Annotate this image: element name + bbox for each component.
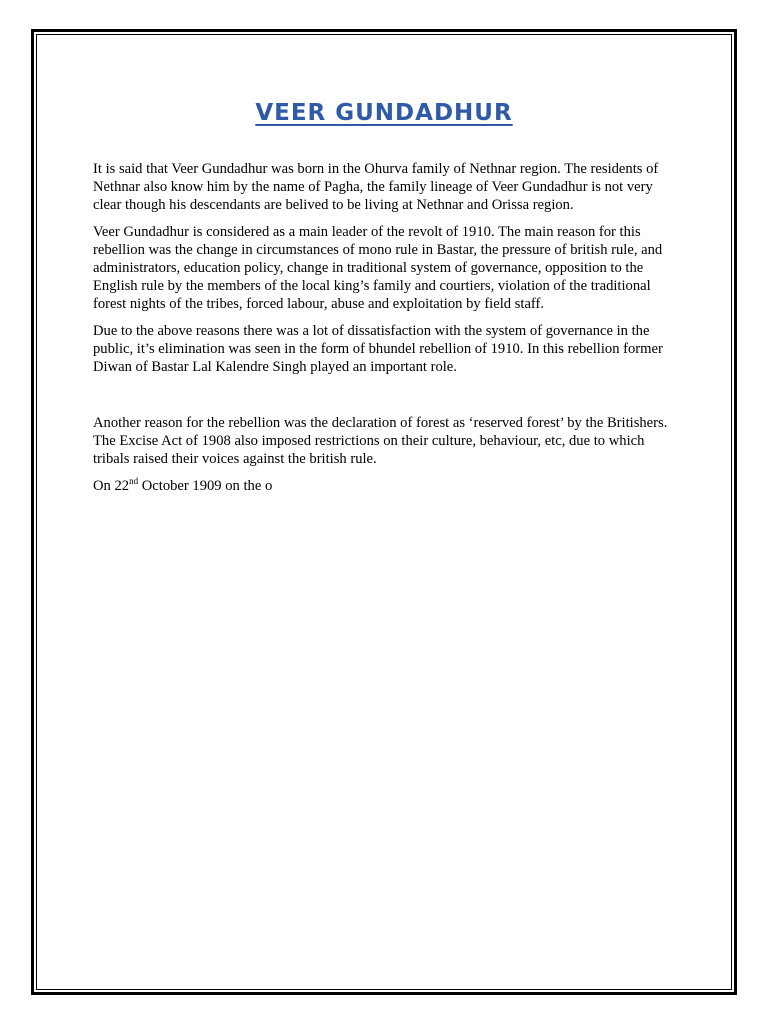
paragraph-revolt-leader: Veer Gundadhur is considered as a main leader of the revolt of 1910. The main reason for this rebellion was the change in circumstances of mono rule in Bastar, the pressure of british rule, and administrators, education policy, change in traditional system of governance, opposition to the English rule by the members of the local king’s family and courtiers, violation of the traditional forest nights of the tribes, forced labour, abuse and exploitation by field staff. [93, 224, 663, 312]
date-line-ordinal: nd [129, 476, 139, 487]
paragraph-birth: It is said that Veer Gundadhur was born in the Ohurva family of Nethnar region. The residents of Nethnar also know him by the name of Pagha, the family lineage of Veer Gundadhur is not very clear though his descendants are belived to be living at Nethnar and Orissa region. [93, 161, 659, 213]
document-body [93, 160, 683, 504]
document-title: VEER GUNDADHUR [255, 100, 513, 126]
paragraph-reserved-forest: Another reason for the rebellion was the declaration of forest as ‘reserved forest’ by the Britishers. The Excise Act of 1908 also imposed restrictions on their culture, behaviour, etc, due to which tribals raised their voices against the british rule. [93, 415, 668, 467]
date-line-prefix: On 22 [93, 478, 130, 494]
paragraph-dissatisfaction: Due to the above reasons there was a lot of dissatisfaction with the system of governance in the public, it’s elimination was seen in the form of bhundel rebellion of 1910. In this rebellion former Diwan of Bastar Lal Kalendre Singh played an important role. [93, 323, 663, 375]
date-line-suffix: October 1909 on the o [138, 478, 273, 494]
paragraph-date-line [93, 477, 683, 495]
